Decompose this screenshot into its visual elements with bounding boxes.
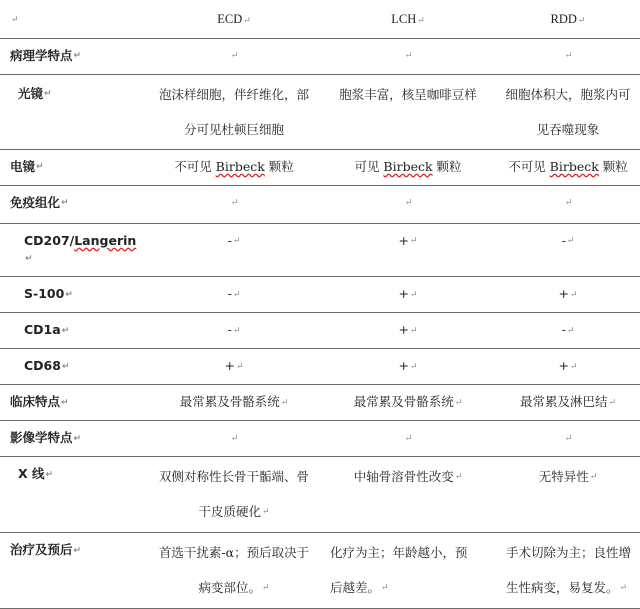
header-lch: LCH↵ [320,2,496,37]
paragraph-mark-icon: ↵ [73,545,82,556]
row-label-electron-microscopy: 电镜↵ [0,150,148,185]
paragraph-mark-icon: ↵ [230,433,239,444]
paragraph-mark-icon: ↵ [65,289,73,300]
row-label-ihc: 免疫组化↵ [0,186,148,221]
paragraph-mark-icon: ↵ [417,15,425,26]
paragraph-mark-icon: ↵ [232,236,241,246]
table-cell: 可见 Birbeck 颗粒 [354,158,462,174]
table-cell [496,186,640,221]
table-cell: 化疗为主；年龄越小，预 后越差。↵ [320,533,496,608]
table-cell: 中轴骨溶骨性改变↵ [320,457,496,497]
table-row [0,223,640,277]
table-row [0,74,640,149]
paragraph-mark-icon: ↵ [566,236,575,246]
paragraph-mark-icon: ↵ [409,236,418,246]
paragraph-mark-icon: ↵ [261,507,270,517]
row-label-treatment: 治疗及预后↵ [0,533,148,568]
paragraph-mark-icon: ↵ [564,433,573,444]
paragraph-mark-icon: ↵ [280,397,289,408]
paragraph-mark-icon: ↵ [566,325,575,336]
comparison-table [0,2,640,609]
table-row [0,38,640,74]
paragraph-mark-icon: ↵ [589,472,598,482]
header-corner-cell [0,2,148,37]
table-row [0,421,640,457]
row-label-clinical: 临床特点↵ [0,385,148,420]
table-cell: 无特异性↵ [496,457,640,497]
paragraph-mark-icon: ↵ [404,51,413,61]
table-cell: 泡沫样细胞，伴纤维化，部 分可见杜顿巨细胞 [158,86,309,137]
table-cell: 不可见 Birbeck 颗粒 [508,158,628,174]
table-cell: +↵ [320,224,496,259]
paragraph-mark-icon: ↵ [45,469,54,480]
table-cell: 胞浆丰富，核呈咖啡豆样 [339,86,477,102]
row-label-cd1a: CD1a↵ [0,313,148,348]
table-cell: +↵ [148,349,320,384]
table-cell [148,186,320,221]
paragraph-mark-icon: ↵ [619,583,628,593]
paragraph-mark-icon: ↵ [564,51,573,61]
table-cell: 细胞体积大，胞浆内可 见吞噬现象 [505,86,631,137]
table-cell: -↵ [148,313,320,348]
row-label-pathology: 病理学特点↵ [0,39,148,74]
table-row [0,533,640,609]
table-cell: +↵ [496,277,640,312]
table-cell: +↵ [320,349,496,384]
row-label-xray: X 线↵ [0,457,148,492]
paragraph-mark-icon: ↵ [73,433,82,444]
table-cell: -↵ [496,224,640,259]
table-cell: 最常累及淋巴结↵ [496,385,640,420]
paragraph-mark-icon: ↵ [454,472,463,482]
paragraph-mark-icon: ↵ [232,325,241,336]
row-label-imaging: 影像学特点↵ [0,421,148,456]
table-cell: 手术切除为主；良性增 生性病变，易复发。↵ [496,533,640,608]
table-row [0,277,640,313]
table-cell: +↵ [320,277,496,312]
table-cell: 首选干扰素-α；预后取决于 病变部位。↵ [148,533,320,608]
paragraph-mark-icon: ↵ [230,51,239,61]
table-row [0,385,640,421]
paragraph-mark-icon: ↵ [261,583,270,593]
table-cell: +↵ [496,349,640,384]
table-row [0,349,640,385]
paragraph-mark-icon: ↵ [569,289,578,300]
row-label-cd68: CD68↵ [0,349,148,384]
paragraph-mark-icon: ↵ [44,89,52,99]
paragraph-mark-icon: ↵ [409,325,418,336]
paragraph-mark-icon: ↵ [11,14,19,25]
paragraph-mark-icon: ↵ [569,361,578,372]
paragraph-mark-icon: ↵ [409,361,418,372]
paragraph-mark-icon: ↵ [61,397,69,408]
table-cell [320,421,496,456]
table-cell: -↵ [496,313,640,348]
table-cell: +↵ [320,313,496,348]
header-ecd: ECD↵ [148,2,320,37]
table-cell: 最常累及骨骼系统↵ [320,385,496,420]
table-cell [320,186,496,221]
table-cell: 最常累及骨骼系统↵ [148,385,320,420]
row-label-light-microscopy: 光镜↵ [0,75,148,112]
paragraph-mark-icon: ↵ [409,289,418,300]
paragraph-mark-icon: ↵ [404,198,413,208]
paragraph-mark-icon: ↵ [454,397,463,408]
paragraph-mark-icon: ↵ [243,15,251,26]
table-row [0,185,640,223]
table-row [0,457,640,533]
paragraph-mark-icon: ↵ [36,162,44,172]
paragraph-mark-icon: ↵ [577,15,586,26]
row-label-s100: S-100↵ [0,277,148,312]
paragraph-mark-icon: ↵ [381,583,389,593]
paragraph-mark-icon: ↵ [61,325,70,336]
paragraph-mark-icon: ↵ [235,361,244,372]
table-row [0,149,640,185]
row-label-cd207: CD207/Langerin↵ [0,224,148,277]
table-cell [496,39,640,74]
table-cell: -↵ [148,277,320,312]
table-cell: -↵ [148,224,320,259]
paragraph-mark-icon: ↵ [564,198,573,208]
table-cell: 不可见 Birbeck 颗粒 [174,158,294,174]
paragraph-mark-icon: ↵ [230,198,239,208]
paragraph-mark-icon: ↵ [608,397,617,408]
table-cell [148,39,320,74]
header-row [0,2,640,38]
table-cell [148,421,320,456]
table-cell [320,39,496,74]
paragraph-mark-icon: ↵ [25,254,33,264]
paragraph-mark-icon: ↵ [73,51,82,61]
table-row [0,313,640,349]
paragraph-mark-icon: ↵ [232,289,241,300]
table-cell: 双侧对称性长骨干骺端、骨 干皮质硬化↵ [148,457,320,532]
paragraph-mark-icon: ↵ [61,198,69,208]
table-cell [496,421,640,456]
header-rdd: RDD↵ [496,2,640,37]
paragraph-mark-icon: ↵ [404,433,413,444]
paragraph-mark-icon: ↵ [61,361,70,372]
